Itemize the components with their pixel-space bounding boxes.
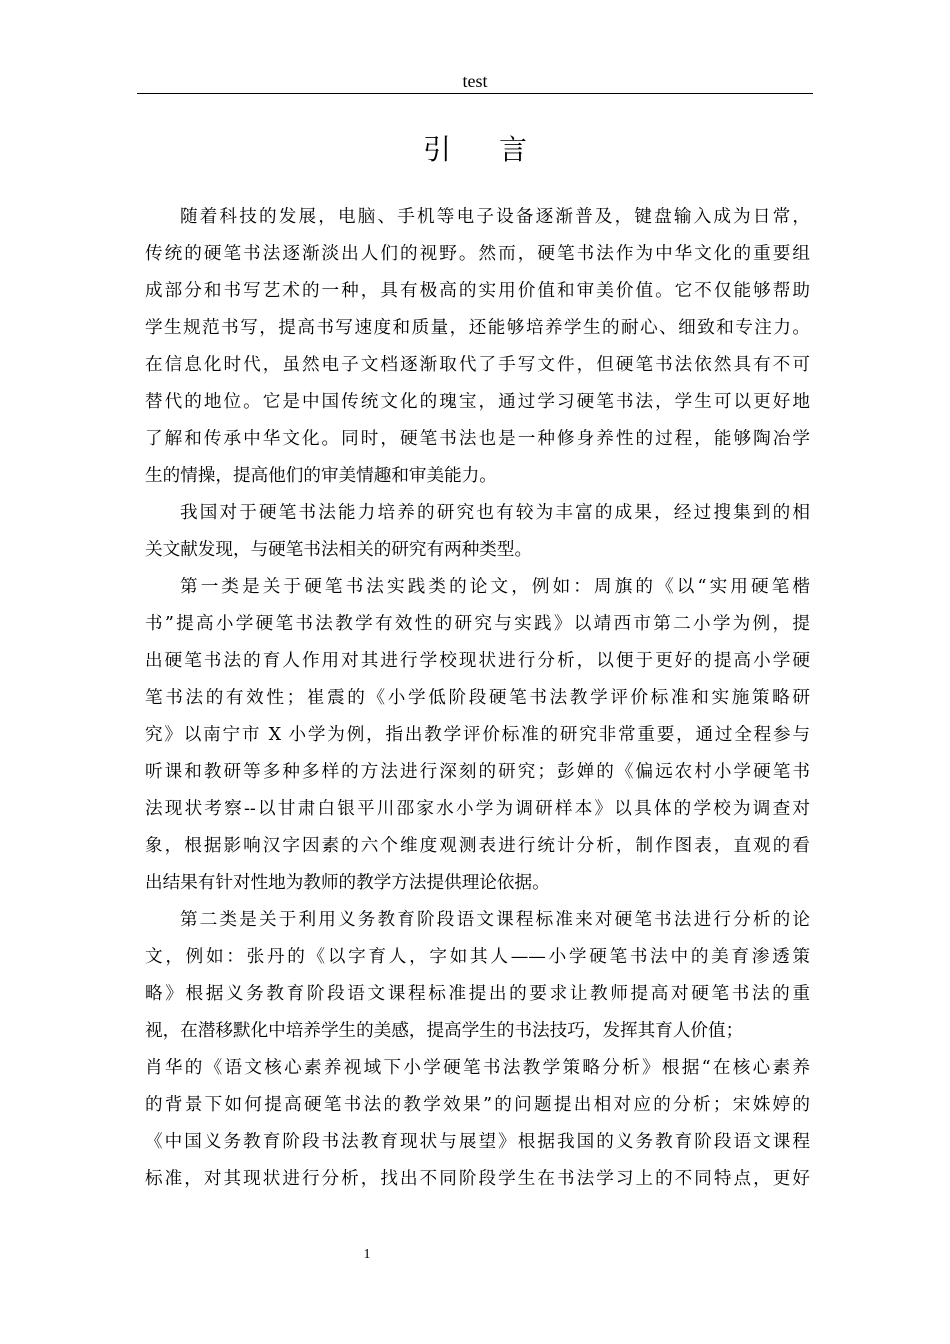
text-line: 替代的地位。它是中国传统文化的瑰宝，通过学习硬笔书法，学生可以更好地 bbox=[145, 392, 810, 412]
text-line: 听课和教研等多种多样的方法进行深刻的研究；彭婵的《偏远农村小学硬笔书 bbox=[145, 762, 810, 782]
text-line: 标准，对其现状进行分析，找出不同阶段学生在书法学习上的不同特点，更好 bbox=[145, 1169, 810, 1189]
text-line: 传统的硬笔书法逐渐淡出人们的视野。然而，硬笔书法作为中华文化的重要组 bbox=[145, 244, 810, 264]
text-line: 《中国义务教育阶段书法教育现状与展望》根据我国的义务教育阶段语文课程 bbox=[145, 1132, 810, 1152]
page-header: test bbox=[462, 71, 488, 91]
text-line: 第二类是关于利用义务教育阶段语文课程标准来对硬笔书法进行分析的论 bbox=[180, 910, 810, 930]
section-title: 引言 bbox=[422, 133, 575, 166]
text-line: 第一类是关于硬笔书法实践类的论文，例如：周旗的《以“实用硬笔楷 bbox=[180, 577, 810, 597]
text-line: 笔书法的有效性；崔震的《小学低阶段硬笔书法教学评价标准和实施策略研 bbox=[145, 688, 810, 708]
text-line: 象，根据影响汉字因素的六个维度观测表进行统计分析，制作图表，直观的看 bbox=[145, 836, 810, 856]
text-line: 学生规范书写，提高书写速度和质量，还能够培养学生的耐心、细致和专注力。 bbox=[145, 318, 810, 338]
text-line: 略》根据义务教育阶段语文课程标准提出的要求让教师提高对硬笔书法的重 bbox=[145, 984, 810, 1004]
text-line: 在信息化时代，虽然电子文档逐渐取代了手写文件，但硬笔书法依然具有不可 bbox=[145, 355, 810, 375]
text-line: 究》以南宁市 X 小学为例，指出教学评价标准的研究非常重要，通过全程参与 bbox=[145, 725, 810, 745]
text-line: 成部分和书写艺术的一种，具有极高的实用价值和审美价值。它不仅能够帮助 bbox=[145, 281, 810, 301]
page-number: 1 bbox=[363, 1247, 371, 1262]
text-line: 视，在潜移默化中培养学生的美感，提高学生的书法技巧，发挥其育人价值； bbox=[145, 1021, 744, 1041]
text-line: 随着科技的发展，电脑、手机等电子设备逐渐普及，键盘输入成为日常， bbox=[180, 207, 810, 227]
text-line: 出结果有针对性地为教师的教学方法提供理论依据。 bbox=[145, 873, 550, 893]
text-line: 法现状考察--以甘肃白银平川邵家水小学为调研样本》以具体的学校为调查对 bbox=[145, 799, 810, 819]
text-line: 文，例如：张丹的《以字育人，字如其人——小学硬笔书法中的美育渗透策 bbox=[145, 947, 810, 967]
text-line: 书”提高小学硬笔书法教学有效性的研究与实践》以靖西市第二小学为例，提 bbox=[145, 614, 810, 634]
text-line: 关文献发现，与硬笔书法相关的研究有两种类型。 bbox=[145, 540, 533, 560]
body-text bbox=[145, 199, 810, 1198]
text-line: 了解和传承中华文化。同时，硬笔书法也是一种修身养性的过程，能够陶冶学 bbox=[145, 429, 810, 449]
text-line: 出硬笔书法的育人作用对其进行学校现状进行分析，以便于更好的提高小学硬 bbox=[145, 651, 810, 671]
text-line: 生的情操，提高他们的审美情趣和审美能力。 bbox=[145, 466, 497, 486]
text-line: 肖华的《语文核心素养视域下小学硬笔书法教学策略分析》根据“在核心素养 bbox=[145, 1058, 810, 1078]
text-line: 的背景下如何提高硬笔书法的教学效果”的问题提出相对应的分析；宋姝婷的 bbox=[145, 1095, 810, 1115]
text-line: 我国对于硬笔书法能力培养的研究也有较为丰富的成果，经过搜集到的相 bbox=[180, 503, 810, 523]
header-rule bbox=[137, 93, 813, 94]
